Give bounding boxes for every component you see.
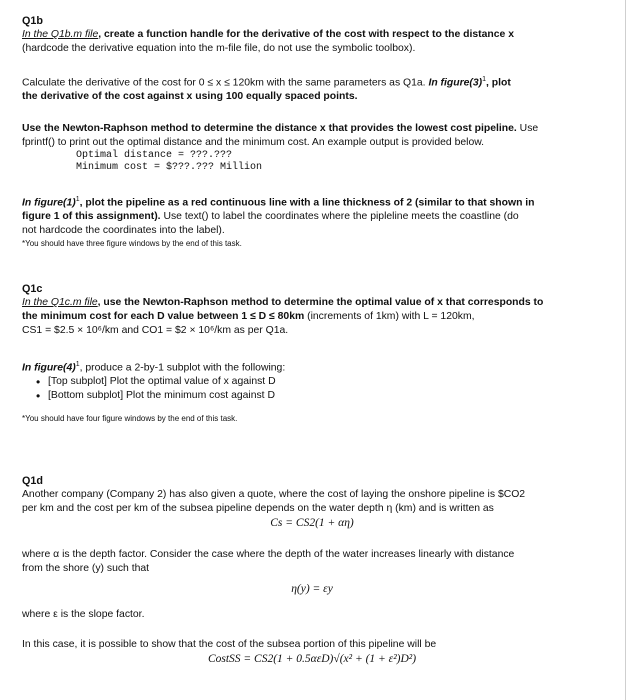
q1b-p2-text: Calculate the derivative of the cost for 0 ≤ x ≤ 120km with the same parameters as Q1a. [22, 77, 429, 89]
code-line-minimum-cost: Minimum cost = $???.??? Million [76, 162, 263, 173]
q1b-p2-line2: the derivative of the cost against x using 100 equally spaced points. [22, 91, 358, 103]
q1b-p4-bold: figure 1 of this assignment). [22, 211, 161, 223]
q1b-section [22, 14, 602, 56]
code-line-optimal-distance: Optimal distance = ???.??? [76, 150, 233, 161]
q1d-line5: where ε is the slope factor. [22, 609, 145, 620]
q1b-p4-line3: not hardcode the coordinates into the label). [22, 225, 225, 237]
q1d-heading: Q1d [22, 475, 43, 487]
q1c-p2-rest: , produce a 2-by-1 subplot with the following: [79, 362, 286, 374]
equation-cs: Cs = CS2(1 + αη) [270, 517, 354, 529]
q1c-bullet-list [22, 375, 602, 403]
q1d-section [22, 474, 602, 530]
q1d-cost-paragraph [22, 638, 602, 666]
q1c-note: *You should have four figure windows by the end of this task. [22, 414, 238, 424]
list-item: • [Bottom subplot] Plot the minimum cost against D [36, 389, 602, 403]
q1b-line1-rest: , create a function handle for the derivative of the cost with respect to the distance x [98, 29, 514, 40]
page-edge-rule [625, 0, 626, 700]
q1b-note: *You should have three figure windows by the end of this task. [22, 239, 242, 249]
q1b-p4-line1: , plot the pipeline as a red continuous line with a line thickness of 2 (similar to that shown in [79, 197, 535, 209]
q1b-p3-bold: Use the Newton-Raphson method to determine the distance x that provides the lowest cost pipeline. [22, 123, 517, 134]
q1b-line1 [22, 28, 602, 42]
q1d-line2: per km and the cost per km of the subsea pipeline depends on the water depth η (km) and is written as [22, 503, 494, 514]
q1c-line2-rest: (increments of 1km) with L = 120km, [304, 311, 475, 322]
q1b-figure3-footnote: 1 [482, 76, 487, 83]
q1b-figure1-paragraph [22, 193, 602, 249]
q1b-heading: Q1b [22, 15, 43, 27]
q1b-p2-plot: , plot [486, 77, 511, 89]
q1c-heading: Q1c [22, 283, 43, 295]
q1d-line3: where α is the depth factor. Consider the case where the depth of the water increases linearly with distance [22, 549, 515, 560]
q1b-figure3-ref: In figure(3) [428, 77, 483, 89]
q1c-figure4-paragraph [22, 358, 602, 424]
q1c-figure4-footnote: 1 [75, 361, 80, 368]
q1b-newton-paragraph [22, 122, 602, 174]
q1c-figure4-ref: In figure(4) [22, 362, 76, 374]
q1d-depth-paragraph [22, 548, 602, 596]
q1c-file-ref: In the Q1c.m file [22, 297, 98, 308]
q1d-slope-line [22, 608, 602, 622]
q1b-figure1-ref: In figure(1) [22, 197, 76, 209]
q1b-p4-rest: Use text() to label the coordinates where the pipleline meets the coastline (do [160, 211, 519, 223]
q1b-p3-use: Use [516, 123, 539, 134]
equation-eta: η(y) = εy [291, 583, 333, 595]
q1c-section [22, 282, 602, 338]
q1d-line6: In this case, it is possible to show that the cost of the subsea portion of this pipeline will be [22, 639, 437, 650]
q1c-line1-rest: , use the Newton-Raphson method to determine the optimal value of x that corresponds to [97, 297, 544, 308]
q1b-file-ref: In the Q1b.m file [22, 29, 99, 40]
q1d-line1: Another company (Company 2) has also given a quote, where the cost of laying the onshore pipeline is $CO2 [22, 489, 526, 500]
q1d-line4: from the shore (y) such that [22, 563, 150, 574]
q1b-figure1-footnote: 1 [75, 196, 80, 203]
list-item: • [Top subplot] Plot the optimal value of x against D [36, 375, 602, 389]
equation-cost-ss: CostSS = CS2(1 + 0.5αεD)√(x² + (1 + ε²)D²) [207, 653, 417, 665]
q1b-derivative-paragraph [22, 73, 602, 104]
q1c-line3: CS1 = $2.5 × 10⁶/km and CO1 = $2 × 10⁶/km as per Q1a. [22, 325, 289, 336]
q1b-p3-line2: fprintf() to print out the optimal distance and the minimum cost. An example output is provided below. [22, 137, 485, 148]
q1b-line2: (hardcode the derivative equation into the m-file file, do not use the symbolic toolbox). [22, 43, 416, 54]
q1c-line2-bold: the minimum cost for each D value between 1 ≤ D ≤ 80km [22, 311, 305, 322]
